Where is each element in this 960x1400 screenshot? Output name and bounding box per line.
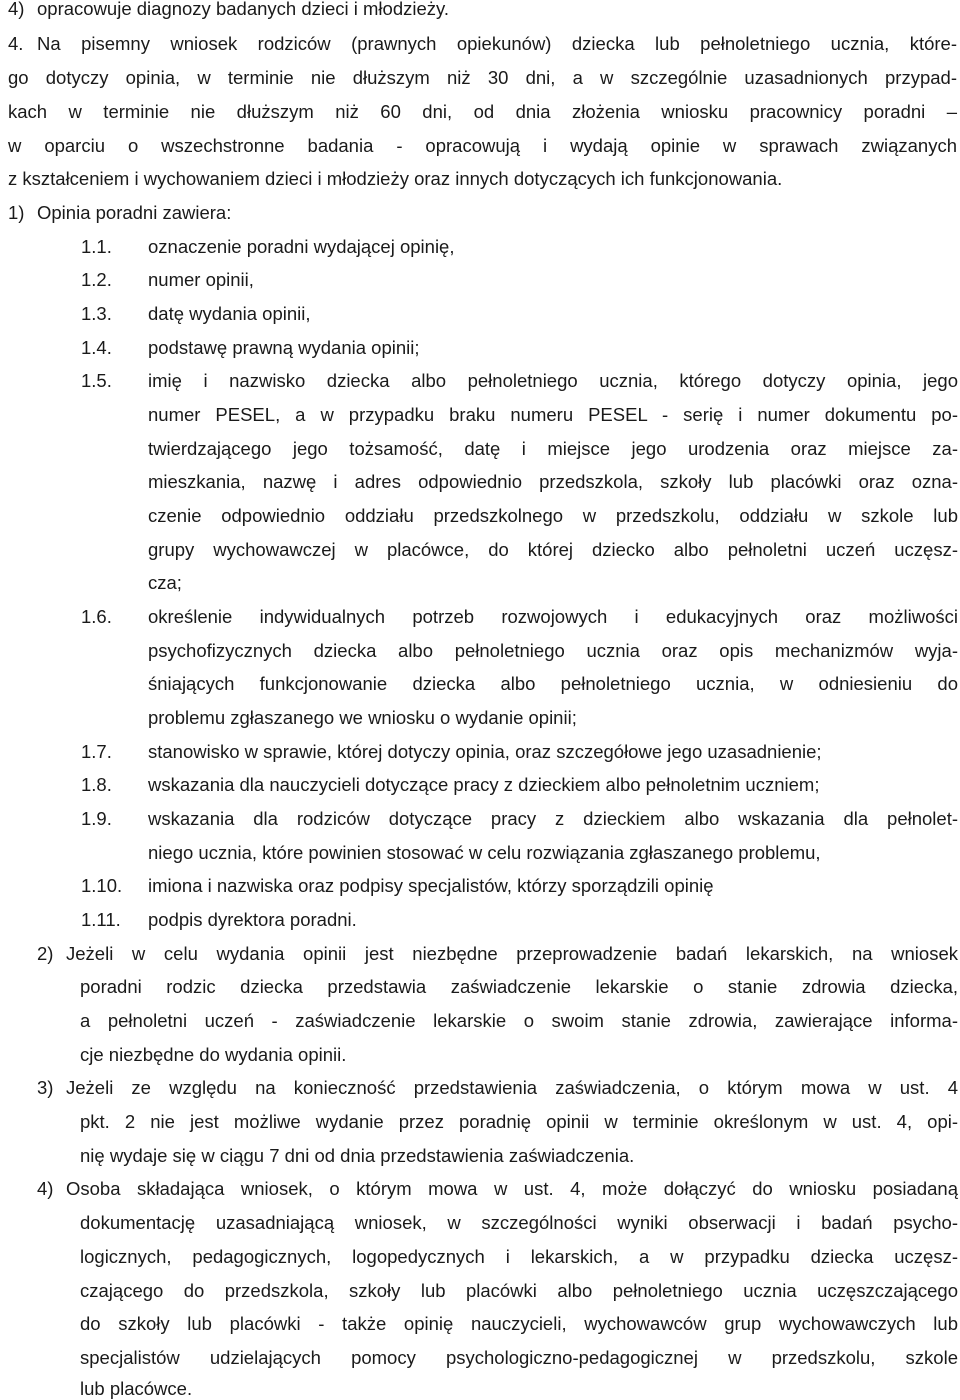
subitem-text: podpis dyrektora poradni.	[148, 909, 357, 930]
subitem-text: psychofizycznych dziecka albo pełnoletniego ucznia oraz opis mechanizmów wyja-	[148, 640, 958, 661]
item-number: 3)	[37, 1077, 54, 1098]
subitem-text: podstawę prawną wydania opinii;	[148, 337, 420, 358]
paragraph-line: Osoba składająca wniosek, o którym mowa w ust. 4, może dołączyć do wniosku posiadaną	[66, 1178, 958, 1199]
subitem-text: numer opinii,	[148, 269, 254, 290]
subitem-text: grupy wychowawczej w placówce, do której dziecko albo pełnoletni uczeń uczęsz-	[148, 539, 958, 560]
paragraph-line: nię wydaje się w ciągu 7 dni od dnia przedstawienia zaświadczenia.	[80, 1145, 635, 1166]
subitem-text: oznaczenie poradni wydającej opinię,	[148, 236, 455, 257]
item-number: 1)	[8, 202, 25, 223]
paragraph-line: Jeżeli ze względu na konieczność przedstawienia zaświadczenia, o którym mowa w ust. 4	[66, 1077, 958, 1098]
paragraph-line: poradni rodzic dziecka przedstawia zaświadczenie lekarskie o stanie zdrowia dziecka,	[80, 976, 958, 997]
subitem-number: 1.8.	[81, 774, 112, 795]
subitem-text: cza;	[148, 572, 182, 593]
subitem-text: określenie indywidualnych potrzeb rozwojowych i edukacyjnych oraz możliwości	[148, 606, 958, 627]
subitem-number: 1.5.	[81, 370, 112, 391]
subitem-number: 1.2.	[81, 269, 112, 290]
item-number: 4)	[8, 0, 25, 19]
paragraph-line: w oparciu o wszechstronne badania - opracowują i wydają opinie w sprawach związanych	[8, 135, 957, 156]
subitem-text: niego ucznia, które powinien stosować w celu rozwiązania zgłaszanego problemu,	[148, 842, 821, 863]
subitem-text: datę wydania opinii,	[148, 303, 311, 324]
section-number: 4.	[8, 33, 24, 54]
subitem-number: 1.4.	[81, 337, 112, 358]
subitem-number: 1.1.	[81, 236, 112, 257]
paragraph-line: z kształceniem i wychowaniem dzieci i młodzieży oraz innych dotyczących ich funkcjonowania.	[8, 168, 783, 189]
paragraph-line: a pełnoletni uczeń - zaświadczenie lekarskie o swoim stanie zdrowia, zawierające informa-	[80, 1010, 958, 1031]
subitem-text: czenie odpowiednio oddziału przedszkolnego w przedszkolu, oddziału w szkole lub	[148, 505, 958, 526]
paragraph-line: pkt. 2 nie jest możliwe wydanie przez poradnię opinii w terminie określonym w ust. 4, opi-	[80, 1111, 958, 1132]
paragraph-line: do szkoły lub placówki - także opinię nauczycieli, wychowawców grup wychowawczych lub	[80, 1313, 958, 1334]
subitem-number: 1.3.	[81, 303, 112, 324]
subitem-text: numer PESEL, a w przypadku braku numeru PESEL - serię i numer dokumentu po-	[148, 404, 958, 425]
paragraph-line: dokumentację uzasadniającą wniosek, w szczególności wyniki obserwacji i badań psycho-	[80, 1212, 958, 1233]
subitem-number: 1.11.	[81, 909, 121, 930]
subitem-text: wskazania dla nauczycieli dotyczące pracy z dzieckiem albo pełnoletnim uczniem;	[148, 774, 820, 795]
subitem-number: 1.10.	[81, 875, 123, 896]
subitem-number: 1.9.	[81, 808, 112, 829]
subitem-text: twierdzającego jego tożsamość, datę i miejsce jego urodzenia oraz miejsce za-	[148, 438, 958, 459]
paragraph-line: cje niezbędne do wydania opinii.	[80, 1044, 347, 1065]
paragraph-line: Na pisemny wniosek rodziców (prawnych opiekunów) dziecka lub pełnoletniego ucznia, które-	[37, 33, 957, 54]
paragraph-line: go dotyczy opinia, w terminie nie dłuższym niż 30 dni, a w szczególnie uzasadnionych przypad-	[8, 67, 957, 88]
subitem-text: problemu zgłaszanego we wniosku o wydanie opinii;	[148, 707, 577, 728]
subitem-text: śniających funkcjonowanie dziecka albo pełnoletniego ucznia, w odniesieniu do	[148, 673, 958, 694]
item-number: 2)	[37, 943, 54, 964]
paragraph-line: czającego do przedszkola, szkoły lub placówki albo pełnoletniego ucznia uczęszczającego	[80, 1280, 958, 1301]
subitem-text: imiona i nazwiska oraz podpisy specjalistów, którzy sporządzili opinię	[148, 875, 714, 896]
subitem-text: mieszkania, nazwę i adres odpowiednio przedszkola, szkoły lub placówki oraz ozna-	[148, 471, 958, 492]
paragraph-line: specjalistów udzielających pomocy psychologiczno-pedagogicznej w przedszkolu, szkole	[80, 1347, 958, 1368]
subitem-text: stanowisko w sprawie, której dotyczy opinia, oraz szczegółowe jego uzasadnienie;	[148, 741, 822, 762]
item-heading: Opinia poradni zawiera:	[37, 202, 232, 223]
item-text: opracowuje diagnozy badanych dzieci i młodzieży.	[37, 0, 450, 19]
paragraph-line: lub placówce.	[80, 1378, 193, 1399]
subitem-number: 1.6.	[81, 606, 112, 627]
item-number: 4)	[37, 1178, 54, 1199]
subitem-text: imię i nazwisko dziecka albo pełnoletniego ucznia, którego dotyczy opinia, jego	[148, 370, 958, 391]
paragraph-line: logicznych, pedagogicznych, logopedycznych i lekarskich, a w przypadku dziecka uczęsz-	[80, 1246, 958, 1267]
paragraph-line: Jeżeli w celu wydania opinii jest niezbędne przeprowadzenie badań lekarskich, na wniosek	[66, 943, 958, 964]
subitem-text: wskazania dla rodziców dotyczące pracy z dzieckiem albo wskazania dla pełnolet-	[148, 808, 958, 829]
subitem-number: 1.7.	[81, 741, 112, 762]
paragraph-line: kach w terminie nie dłuższym niż 60 dni, od dnia złożenia wniosku pracownicy poradni –	[8, 101, 957, 122]
